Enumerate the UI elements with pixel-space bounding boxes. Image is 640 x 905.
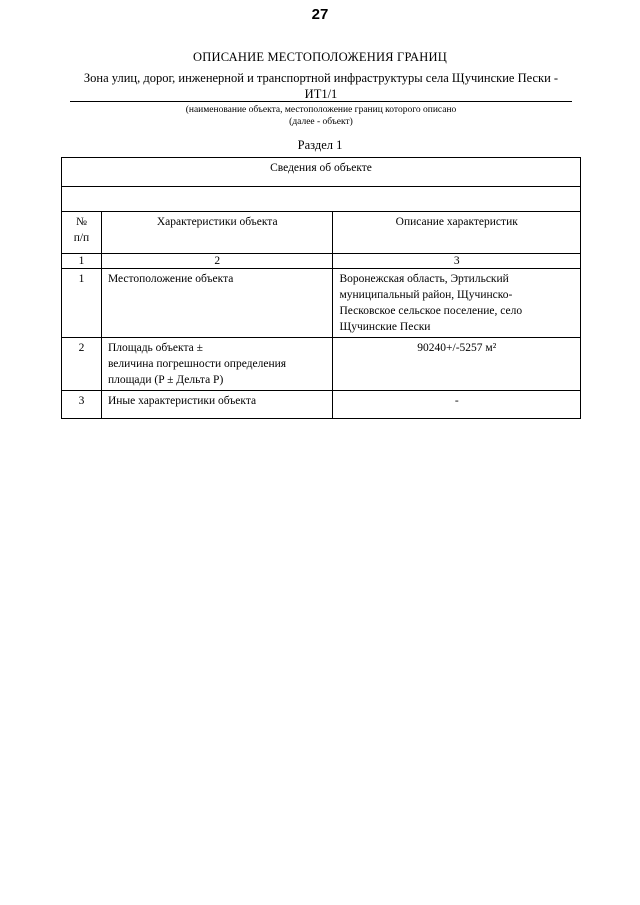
table-row — [62, 338, 581, 391]
row-characteristic: Иные характеристики объекта — [101, 391, 333, 419]
header-characteristics: Характеристики объекта — [101, 212, 333, 254]
object-info-table — [61, 157, 581, 419]
section-heading: Раздел 1 — [297, 138, 343, 152]
caption-line: (наименование объекта, местоположение границ которого описано — [185, 105, 457, 115]
description-line: Щучинские Пески — [339, 321, 431, 333]
description-line: Песковское сельское поселение, село — [339, 305, 523, 317]
column-number: 1 — [62, 254, 102, 269]
header-num-line: № — [75, 216, 87, 228]
row-description: - — [333, 391, 581, 419]
underline-rule — [70, 101, 572, 102]
row-description: 90240+/-5257 м² — [333, 338, 581, 391]
subtitle-line: Зона улиц, дорог, инженерной и транспортной инфраструктуры села Щучинские Пески - — [83, 71, 559, 85]
header-description: Описание характеристик — [333, 212, 581, 254]
object-caption — [70, 104, 572, 128]
column-number: 3 — [333, 254, 581, 269]
subtitle-line: ИТ1/1 — [304, 87, 338, 101]
table-row — [62, 269, 581, 338]
page-number: 27 — [311, 6, 329, 23]
caption-line: (далее - объект) — [289, 117, 353, 127]
empty-row — [62, 187, 581, 212]
row-description — [333, 269, 581, 338]
description-line: Воронежская область, Эртильский — [339, 273, 509, 285]
row-number: 3 — [62, 391, 102, 419]
table-title: Сведения об объекте — [62, 158, 581, 187]
characteristic-line: площади (P ± Дельта P) — [107, 374, 224, 386]
table-row — [62, 391, 581, 419]
column-number: 2 — [101, 254, 333, 269]
row-characteristic: Местоположение объекта — [101, 269, 333, 338]
document-subtitle — [70, 70, 572, 102]
header-num-line: п/п — [73, 232, 90, 244]
description-line: муниципальный район, Щучинско- — [339, 289, 513, 301]
row-number: 2 — [62, 338, 102, 391]
row-characteristic — [101, 338, 333, 391]
header-num — [62, 212, 102, 254]
row-number: 1 — [62, 269, 102, 338]
characteristic-line: Площадь объекта ± — [107, 342, 203, 354]
document-title: ОПИСАНИЕ МЕСТОПОЛОЖЕНИЯ ГРАНИЦ — [193, 50, 447, 64]
characteristic-line: величина погрешности определения — [107, 358, 287, 370]
